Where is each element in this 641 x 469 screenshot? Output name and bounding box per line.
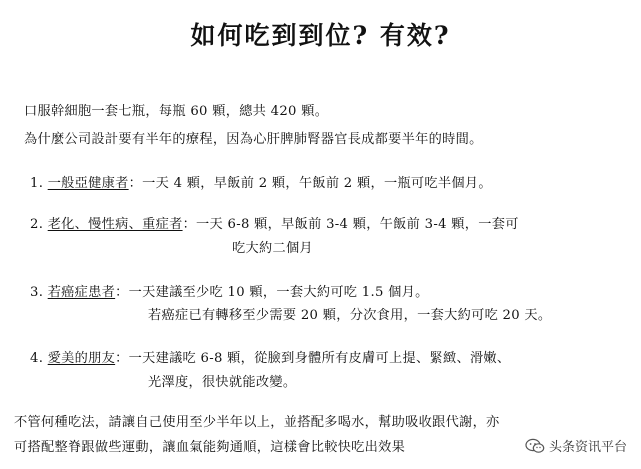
- list-item-3-continuation: 若癌症已有轉移至少需要 20 顆，分次食用，一套大約可吃 20 天。: [148, 308, 552, 323]
- list-item-4-continuation: 光澤度，很快就能改變。: [148, 375, 297, 390]
- item-number: 4.: [30, 351, 44, 366]
- item-text: ：一天建議至少吃 10 顆，一套大約可吃 1.5 個月。: [115, 285, 429, 300]
- list-item-1: [30, 172, 492, 191]
- list-item-2-continuation: 吃大約二個月: [232, 241, 313, 256]
- list-item-2: [30, 213, 519, 232]
- item-number: 3.: [30, 285, 44, 300]
- intro-line-2: 為什麼公司設計要有半年的療程，因為心肝脾肺腎器官長成都要半年的時間。: [24, 132, 483, 147]
- watermark: [521, 434, 631, 457]
- wechat-icon: [525, 438, 545, 454]
- item-text: ：一天建議吃 6-8 顆，從臉到身體所有皮膚可上提、緊緻、滑嫩、: [115, 351, 511, 366]
- watermark-text: 头条资讯平台: [548, 440, 627, 455]
- item-label: 愛美的朋友: [47, 351, 116, 366]
- page-title: 如何吃到到位? 有效?: [190, 21, 451, 50]
- item-label: 若癌症患者: [47, 285, 116, 300]
- item-number: 2.: [30, 217, 44, 232]
- item-number: 1.: [30, 176, 44, 191]
- item-label: 一般亞健康者: [47, 176, 129, 191]
- item-text: ：一天 4 顆，早飯前 2 顆，午飯前 2 顆，一瓶可吃半個月。: [128, 176, 492, 191]
- item-label: 老化、慢性病、重症者: [47, 217, 183, 232]
- footer-line-1: 不管何種吃法，請讓自己使用至少半年以上，並搭配多喝水，幫助吸收跟代謝，亦: [14, 415, 500, 430]
- list-item-4: [30, 347, 510, 366]
- item-text: ：一天 6-8 顆，早飯前 3-4 顆，午飯前 3-4 顆，一套可: [182, 217, 519, 232]
- list-item-3: [30, 281, 429, 300]
- footer-line-2: 可搭配整脊跟做些運動，讓血氣能夠通順，這樣會比較快吃出效果: [14, 440, 406, 455]
- intro-line-1: 口服幹細胞一套七瓶，每瓶 60 顆，總共 420 顆。: [24, 104, 329, 119]
